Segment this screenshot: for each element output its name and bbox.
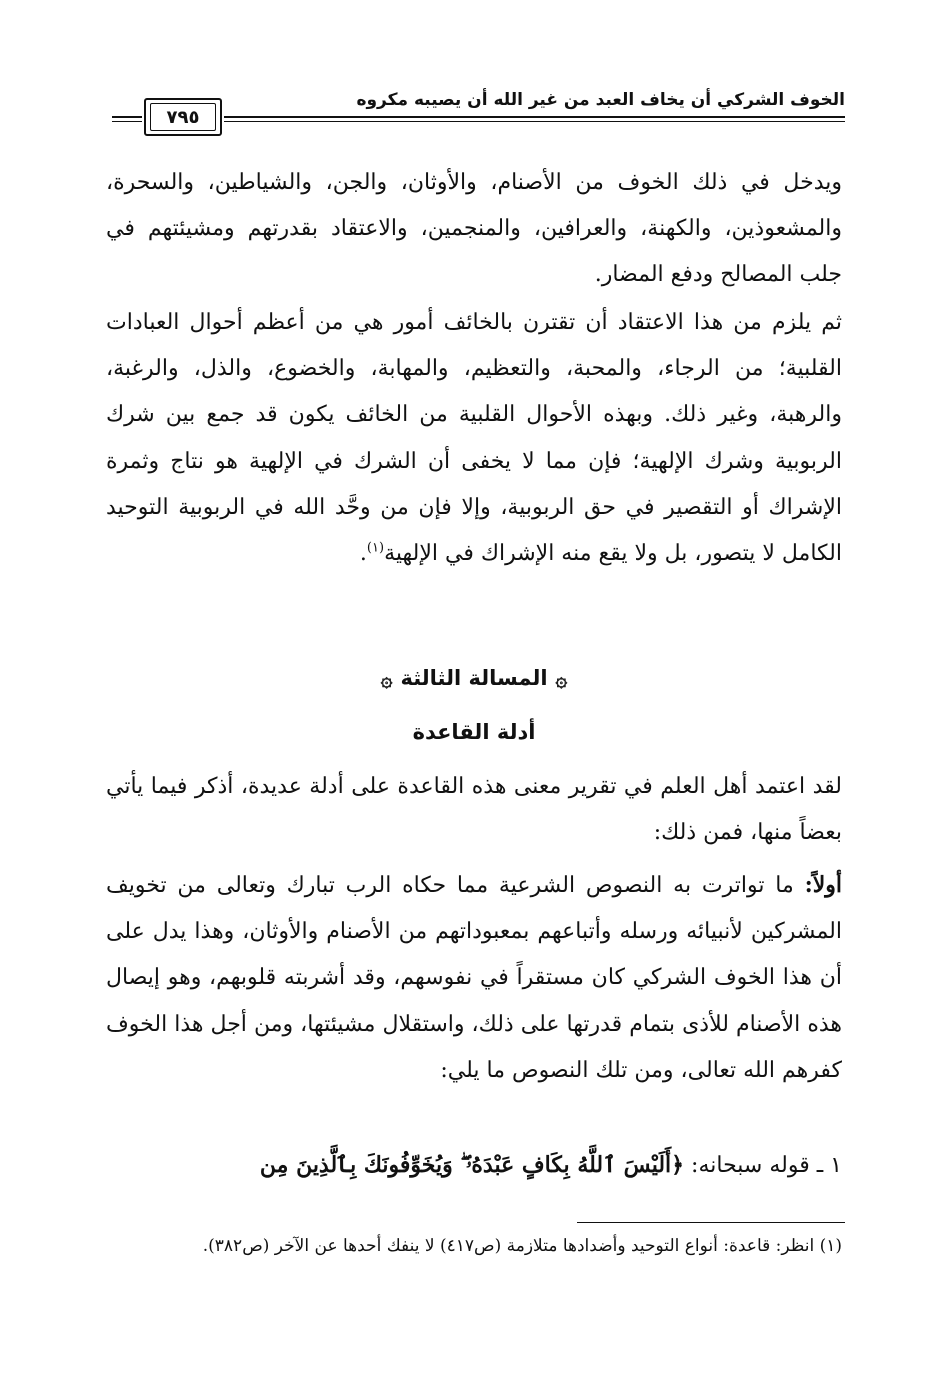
paragraph-2 bbox=[106, 300, 842, 577]
header-rule-left-thin bbox=[112, 121, 142, 122]
paragraph-1: ويدخل في ذلك الخوف من الأصنام، والأوثان، والجن، والشياطين، والسحرة، والمشعوذين، والكهنة، والعرافين، والمنجمين، والاعتقاد بقدرتهم ومشيئتهم في جلب المصالح ودفع المضار. bbox=[106, 170, 842, 288]
paragraph-4-text: ما تواترت به النصوص الشرعية مما حكاه الرب تبارك وتعالى من تخويف المشركين لأنبيائه ورسله وأتباعهم بمعبوداتهم من الأصنام والأوثان، وهذا يدل على أن هذا الخوف الشركي كان مستقراً في نفوسهم، وقد أشربته قلوبهم، وهو إيصال هذه الأصنام للأذى بتمام قدرتها على ذلك، واستقلال مشيئتها، ومن أجل هذا الخوف كفرهم الله تعالى، ومن تلك النصوص ما يلي: bbox=[106, 873, 842, 1083]
paragraph-2-end: . bbox=[359, 541, 367, 567]
paragraph-5 bbox=[106, 1142, 842, 1189]
footnote-separator bbox=[577, 1222, 845, 1223]
paragraph-3: لقد اعتمد أهل العلم في تقرير معنى هذه القاعدة على أدلة عديدة، أذكر فيما يأتي بعضاً منها، فمن ذلك: bbox=[106, 774, 842, 846]
paragraph-4 bbox=[106, 862, 842, 1094]
header-rule-thin bbox=[224, 121, 845, 122]
header-rule bbox=[224, 116, 845, 118]
verse-intro: ١ ـ قوله سبحانه: bbox=[691, 1153, 842, 1178]
page-number: ٧٩٥ bbox=[150, 103, 216, 131]
octagram-ornament-icon: ۞ bbox=[380, 667, 393, 691]
footnote-1: (١) انظر: قاعدة: أنواع التوحيد وأضدادها متلازمة (ص٤١٧) لا ينفك أحدها عن الآخر (ص٣٨٢). bbox=[202, 1236, 842, 1256]
header-rule-left bbox=[112, 116, 142, 118]
footnote-reference[interactable]: (١) bbox=[366, 540, 385, 556]
section-title: المسالة الثالثة bbox=[400, 666, 548, 690]
paragraph-2-text: ثم يلزم من هذا الاعتقاد أن تقترن بالخائف أمور هي من أعظم أحوال العبادات القلبية؛ من الرجاء، والمحبة، والتعظيم، والمهابة، والخضوع، والذل، والرغبة، والرهبة، وغير ذلك. وبهذه الأحوال القلبية من الخائف يكون قد جمع بين شرك الربوبية وشرك الإلهية؛ فإن مما لا يخفى أن الشرك في الإلهية هو نتاج وثمرة الإشراك أو التقصير في حق الربوبية، وإلا فإن من وحَّد الله في الربوبية التوحيد الكامل لا يتصور، بل ولا يقع منه الإشراك في الإلهية bbox=[106, 310, 842, 567]
quran-verse: ﴿أَلَيْسَ ٱللَّهُ بِكَافٍ عَبْدَهُۥ ۖ وَيُخَوِّفُونَكَ بِٱلَّذِينَ مِن bbox=[259, 1152, 685, 1178]
running-title: الخوف الشركي أن يخاف العبد من غير الله أن يصيبه مكروه bbox=[356, 90, 845, 110]
section-subtitle: أدلة القاعدة bbox=[412, 720, 536, 744]
paragraph-4-lead: أولاً: bbox=[804, 872, 842, 898]
octagram-ornament-icon: ۞ bbox=[555, 667, 568, 691]
page-number-frame bbox=[144, 98, 222, 136]
section-heading bbox=[106, 662, 842, 695]
